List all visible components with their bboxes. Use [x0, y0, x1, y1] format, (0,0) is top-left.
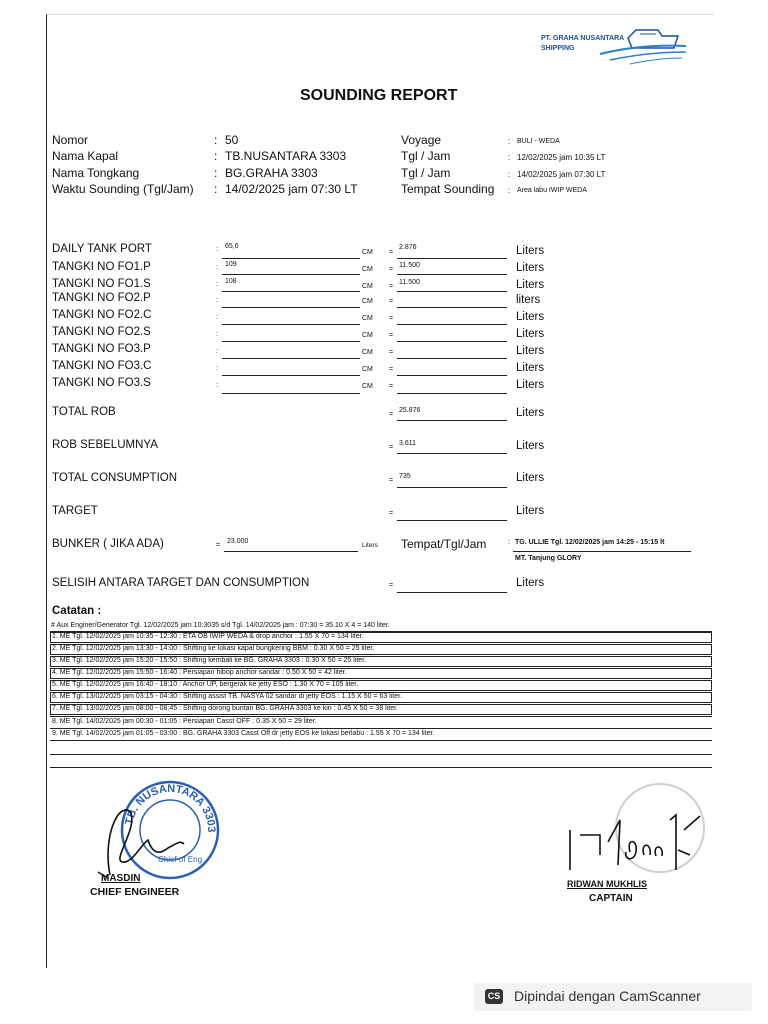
cm-underline: [222, 375, 360, 376]
liters-underline: [397, 291, 507, 292]
note-line: 5. ME Tgl. 12/02/2025 jam 16:40 - 18:10 : Anchor UP, bergerak ke jetty ESO : 1.30 X 70 = 105 liter.: [52, 681, 359, 688]
tank-name: TANGKI NO FO3.P: [52, 343, 151, 355]
target-underline: [397, 520, 507, 521]
total-rob-label: TOTAL ROB: [52, 406, 116, 418]
colon: :: [216, 297, 218, 304]
cm-underline: [222, 324, 360, 325]
cm-underline: [222, 258, 360, 259]
header-value-tgl-jam-1: 12/02/2025 jam 10:35 LT: [517, 153, 606, 162]
colon: :: [214, 182, 218, 196]
header-label-tempat: Tempat Sounding: [401, 182, 495, 196]
tank-cm-value: 65,6: [225, 243, 239, 250]
liters-unit: Liters: [516, 379, 545, 391]
tank-name: DAILY TANK PORT: [52, 243, 152, 255]
equals: =: [389, 444, 394, 451]
stamp-text: TB. NUSANTARA 3303: [123, 782, 218, 833]
tank-cm-value: 108: [225, 278, 237, 285]
colon: :: [216, 281, 218, 288]
liters-unit: Liters: [516, 311, 545, 323]
cm-underline: [222, 307, 360, 308]
tank-name: TANGKI NO FO2.C: [52, 309, 152, 321]
signer-left-role: CHIEF ENGINEER: [90, 886, 180, 898]
cm-label: CM: [362, 332, 373, 339]
bunker-value: 23.000: [227, 538, 249, 545]
total-rob-unit: Liters: [516, 407, 545, 419]
stamp-inner-text: Chief of Eng: [158, 855, 203, 864]
camscanner-text: Dipindai dengan CamScanner: [514, 988, 701, 1004]
colon: :: [508, 137, 511, 146]
equals: =: [389, 366, 394, 373]
note-line: 6. ME Tgl. 13/02/2025 jam 03:15 - 04:30 : Shifting assist TB. NASYA 02 sandar di jetty EOS : 1.15 X 50 = 63 liter.: [52, 693, 403, 700]
colon: :: [508, 186, 511, 195]
total-rob-value: 25.876: [399, 407, 421, 414]
rob-sebelumnya-underline: [397, 453, 507, 454]
tank-liters-value: 2.876: [399, 244, 417, 251]
cm-label: CM: [362, 349, 373, 356]
header-value-nama-kapal: TB.NUSANTARA 3303: [225, 149, 347, 163]
liters-underline: [397, 341, 507, 342]
cm-label: CM: [362, 266, 373, 273]
cm-underline: [222, 341, 360, 342]
colon: :: [508, 153, 511, 162]
colon: :: [214, 166, 218, 180]
equals: =: [389, 349, 394, 356]
equals: =: [389, 298, 394, 305]
note-divider: [50, 728, 712, 729]
header-value-voyage: BULI - WEDA: [517, 138, 560, 145]
colon: :: [216, 365, 218, 372]
equals: =: [389, 266, 394, 273]
signer-right-name: RIDWAN MUKHLIS: [567, 879, 647, 889]
equals: =: [389, 411, 394, 418]
note-divider: [50, 767, 712, 768]
cm-label: CM: [362, 249, 373, 256]
note-line: # Aux Enginer/Generator Tgl. 12/02/2025 jam 10:3035 s/d Tgl. 14/02/2025 jam : 07:30 = 35.10 X 4 = 140 liter.: [51, 622, 390, 629]
bunker-place-value1: TG. ULLIE Tgl. 12/02/2025 jam 14:25 - 15:15 lt: [515, 539, 665, 546]
tank-liters-value: 11.500: [399, 262, 420, 269]
header-label-voyage: Voyage: [401, 133, 442, 147]
liters-underline: [397, 358, 507, 359]
header-value-waktu: 14/02/2025 jam 07:30 LT: [225, 182, 358, 196]
cm-underline: [222, 291, 360, 292]
total-consumption-label: TOTAL CONSUMPTION: [52, 472, 178, 484]
equals: =: [389, 582, 394, 589]
liters-underline: [397, 375, 507, 376]
rob-sebelumnya-value: 3.611: [399, 440, 416, 447]
colon: :: [216, 331, 218, 338]
bunker-unit: Liters: [362, 542, 378, 549]
tank-liters-value: 11.500: [399, 279, 420, 286]
liters-unit: Liters: [516, 362, 545, 374]
selisih-unit: Liters: [516, 577, 545, 589]
cm-underline: [222, 274, 360, 275]
note-divider: [50, 716, 712, 717]
equals: =: [216, 542, 221, 549]
liters-underline: [397, 258, 507, 259]
tank-cm-value: 109: [225, 261, 237, 268]
cm-label: CM: [362, 366, 373, 373]
header-value-tempat: Area labu IWIP WEDA: [517, 187, 587, 194]
equals: =: [389, 383, 394, 390]
cm-label: CM: [362, 315, 373, 322]
colon: :: [216, 314, 218, 321]
tank-name: TANGKI NO FO2.S: [52, 326, 151, 338]
colon: :: [216, 348, 218, 355]
liters-unit: Liters: [516, 328, 545, 340]
liters-underline: [397, 307, 507, 308]
company-name-line2: SHIPPING: [541, 45, 575, 52]
equals: =: [389, 477, 394, 484]
colon: :: [214, 133, 218, 147]
signature-right-icon: [560, 780, 720, 880]
bunker-label: BUNKER ( JIKA ADA): [52, 538, 164, 550]
equals: =: [389, 249, 394, 256]
colon: :: [216, 382, 218, 389]
tank-name: TANGKI NO FO3.C: [52, 360, 152, 372]
header-value-nama-tongkang: BG.GRAHA 3303: [225, 166, 318, 180]
liters-underline: [397, 274, 507, 275]
cm-underline: [222, 358, 360, 359]
note-line: 8. ME Tgl. 14/02/2025 jam 00:30 - 01:05 : Persiapan Casst OFF : 0.35 X 50 = 29 liter.: [52, 718, 317, 725]
cm-label: CM: [362, 383, 373, 390]
header-label-tgl-jam-1: Tgl / Jam: [401, 149, 451, 163]
total-consumption-unit: Liters: [516, 472, 545, 484]
note-divider: [50, 754, 712, 755]
liters-unit: Liters: [516, 245, 545, 257]
header-label-nama-tongkang: Nama Tongkang: [52, 166, 140, 180]
colon: :: [216, 264, 218, 271]
company-name-line1: PT. GRAHA NUSANTARA: [541, 35, 625, 42]
liters-unit: Liters: [516, 345, 545, 357]
selisih-underline: [397, 592, 507, 593]
cm-label: CM: [362, 283, 373, 290]
signer-left-name: MASDIN: [101, 873, 141, 884]
header-label-waktu: Waktu Sounding (Tgl/Jam): [52, 182, 194, 196]
colon: :: [508, 170, 511, 179]
notes-title: Catatan :: [52, 605, 102, 617]
bunker-place-value2: MT. Tanjung GLORY: [515, 555, 582, 562]
camscanner-logo-icon: CS: [485, 989, 503, 1004]
target-unit: Liters: [516, 505, 545, 517]
total-consumption-value: 735: [399, 473, 411, 480]
colon: :: [214, 149, 218, 163]
total-consumption-underline: [397, 487, 507, 488]
report-title: SOUNDING REPORT: [300, 87, 458, 104]
note-line: 2. ME Tgl. 12/02/2025 jam 13:30 - 14:00 : Shifting ke lokasi kapal bungkering BBM : 0.30 X 50 = 25 liter.: [52, 645, 375, 652]
selisih-label: SELISIH ANTARA TARGET DAN CONSUMPTION: [52, 577, 310, 589]
header-label-nomor: Nomor: [52, 133, 89, 147]
target-label: TARGET: [52, 505, 98, 517]
equals: =: [389, 283, 394, 290]
equals: =: [389, 315, 394, 322]
tank-name: TANGKI NO FO2.P: [52, 292, 151, 304]
bunker-underline: [224, 551, 358, 552]
liters-unit: Liters: [516, 262, 545, 274]
note-line: 7. ME Tgl. 13/02/2025 jam 08:00 - 08:45 : Shifting dorong buritan BG. GRAHA 3303 ke kiri : 0.45 X 50 = 38 liter.: [52, 705, 398, 712]
liters-underline: [397, 393, 507, 394]
rob-sebelumnya-unit: Liters: [516, 440, 545, 452]
header-label-nama-kapal: Nama Kapal: [52, 149, 119, 163]
tank-name: TANGKI NO FO3.S: [52, 377, 151, 389]
header-value-nomor: 50: [225, 133, 239, 147]
note-line: 1. ME Tgl. 12/02/2025 jam 10:35 - 12:30 : ETA OB IWIP WEDA & drop anchor : 1.55 X 70 = 134 liter.: [52, 633, 364, 640]
cm-label: CM: [362, 298, 373, 305]
equals: =: [389, 332, 394, 339]
cm-underline: [222, 393, 360, 394]
colon: :: [216, 246, 218, 253]
tank-name: TANGKI NO FO1.S: [52, 278, 151, 290]
colon: :: [508, 539, 510, 546]
bunker-place-label: Tempat/Tgl/Jam: [401, 537, 487, 551]
liters-unit: Liters: [516, 279, 545, 291]
signer-right-role: CAPTAIN: [589, 893, 633, 904]
total-rob-underline: [397, 420, 507, 421]
camscanner-watermark: [474, 983, 752, 1011]
rob-sebelumnya-label: ROB SEBELUMNYA: [52, 439, 158, 451]
tank-name: TANGKI NO FO1.P: [52, 261, 151, 273]
note-line: 3. ME Tgl. 12/02/2025 jam 15:20 - 15:50 : Shifting kembali ke BG. GRAHA 3303 : 0.30 X 50 = 25 liter.: [52, 657, 367, 664]
note-line: 4. ME Tgl. 12/02/2025 jam 15:50 - 16:40 : Persiapan hibop anchor sandar : 0.50 X 50 = 42 liter.: [52, 669, 347, 676]
note-divider: [50, 740, 712, 741]
liters-underline: [397, 324, 507, 325]
equals: =: [389, 510, 394, 517]
bunker-place-underline: [513, 551, 691, 552]
header-label-tgl-jam-2: Tgl / Jam: [401, 166, 451, 180]
liters-unit: liters: [516, 294, 541, 306]
header-value-tgl-jam-2: 14/02/2025 jam 07:30 LT: [517, 170, 606, 179]
note-line: 9. ME Tgl. 14/02/2025 jam 01:05 - 03:00 : BG. GRAHA 3303 Casst Off dr jetty EOS ke lokasi berlabu : 1.55 X 70 = 134 liter.: [52, 730, 435, 737]
signature-left-icon: [88, 800, 198, 880]
